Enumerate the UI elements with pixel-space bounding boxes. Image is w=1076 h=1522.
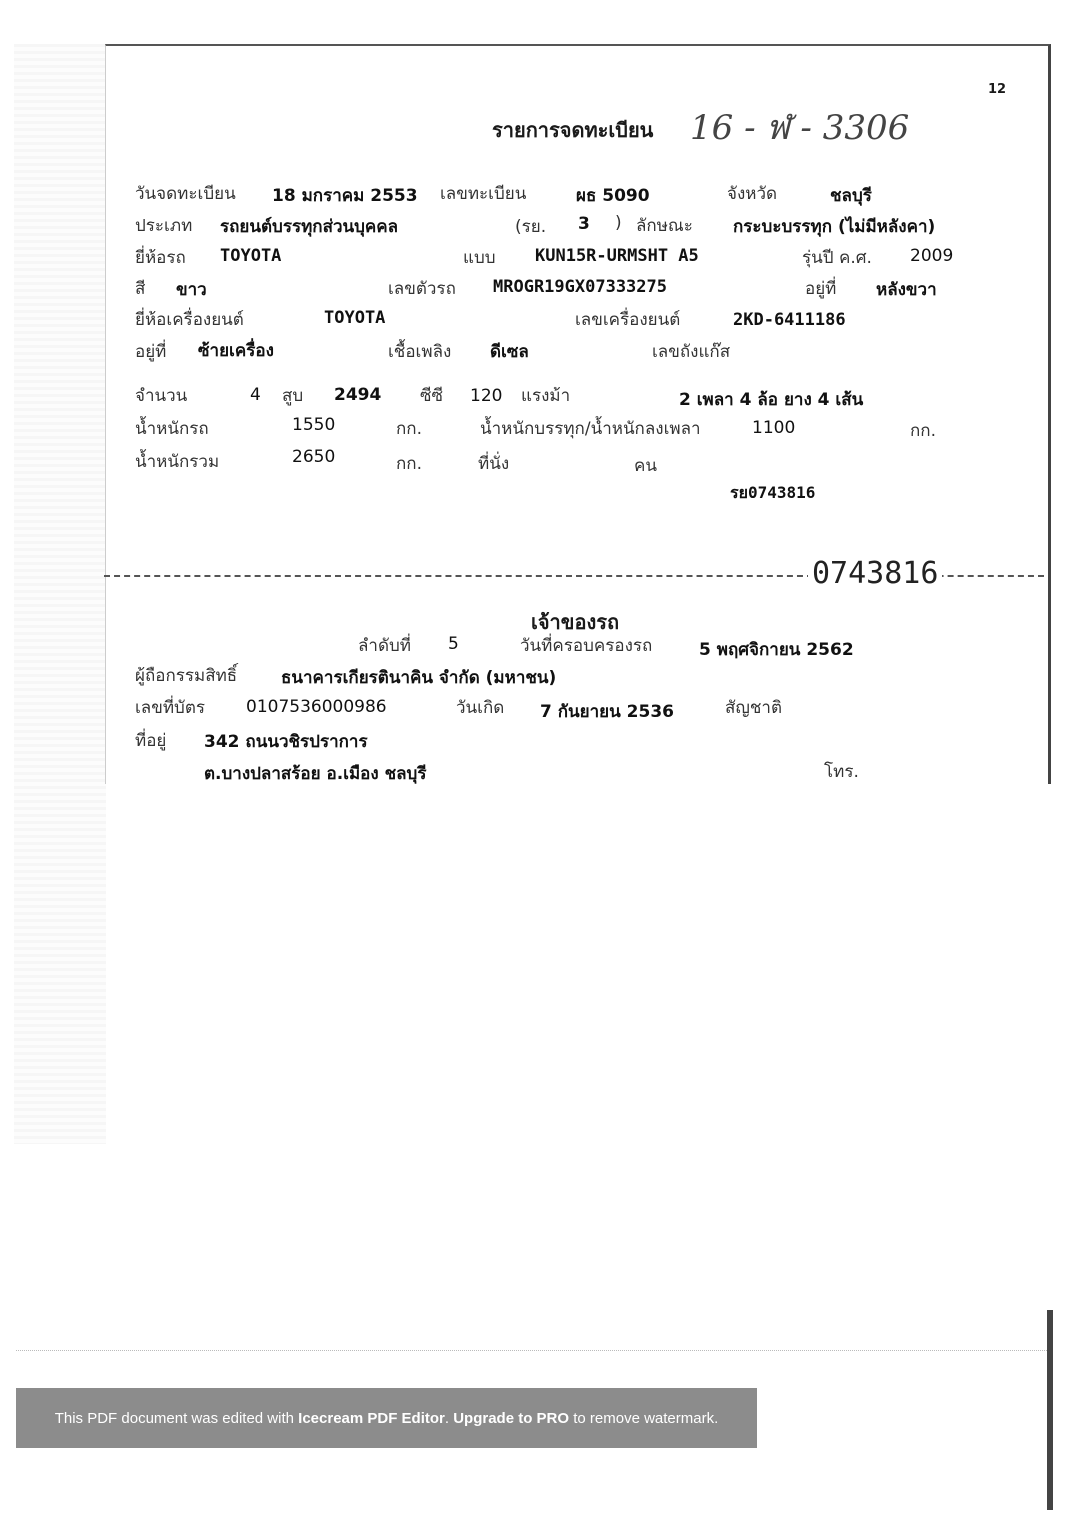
load-label: น้ำหนักบรรทุก/น้ำหนักลงเพลา xyxy=(480,419,701,439)
fuel-value: ดีเซล xyxy=(490,342,529,362)
id-card-value: 0107536000986 xyxy=(246,697,387,717)
serial-number: 0743816 xyxy=(808,556,942,591)
engine-brand-value: TOYOTA xyxy=(324,308,386,328)
watermark-post-text: to remove watermark. xyxy=(569,1409,719,1427)
hp-unit: แรงม้า xyxy=(521,386,571,406)
address-line-2: ต.บางปลาสร้อย อ.เมือง ชลบุรี xyxy=(204,764,427,784)
ry-number: 3 xyxy=(578,214,590,234)
watermark-mid-text: . xyxy=(444,1409,454,1427)
style-label: ลักษณะ xyxy=(636,216,693,236)
engine-location-label: อยู่ที่ xyxy=(135,342,167,362)
watermark-pre-text: This PDF document was edited with xyxy=(54,1409,299,1427)
cc-value: 2494 xyxy=(334,385,382,405)
type-value: รถยนต์บรรทุกส่วนบุคคล xyxy=(220,217,399,237)
engine-number-label: เลขเครื่องยนต์ xyxy=(575,310,681,330)
weight-unit: กก. xyxy=(396,419,422,439)
id-card-label: เลขที่บัตร xyxy=(135,698,206,718)
weight-value: 1550 xyxy=(292,415,336,435)
owner-heading: เจ้าของรถ xyxy=(531,610,620,634)
load-unit: กก. xyxy=(910,421,936,441)
scan-margin-noise xyxy=(14,44,106,1144)
brand-value: TOYOTA xyxy=(220,246,282,266)
document-code: รย0743816 xyxy=(730,483,816,502)
axles-wheels-value: 2 เพลา 4 ล้อ ยาง 4 เส้น xyxy=(679,390,864,410)
possession-date-label: วันที่ครอบครองรถ xyxy=(520,636,653,656)
scan-edge-shadow xyxy=(1047,1310,1053,1510)
birth-date-value: 7 กันยายน 2536 xyxy=(540,702,674,722)
holder-label: ผู้ถือกรรมสิทธิ์ xyxy=(135,666,238,686)
engine-location-value: ซ้ายเครื่อง xyxy=(198,341,274,361)
chassis-value: MROGR19GX07333275 xyxy=(493,277,667,297)
birth-date-label: วันเกิด xyxy=(456,698,505,718)
possession-date-value: 5 พฤศจิกายน 2562 xyxy=(699,640,854,660)
address-label: ที่อยู่ xyxy=(135,731,167,751)
holder-value: ธนาคารเกียรตินาคิน จำกัด (มหาชน) xyxy=(281,668,557,688)
watermark-upgrade-link[interactable]: Upgrade to PRO xyxy=(453,1409,570,1427)
gross-weight-value: 2650 xyxy=(292,447,336,467)
scan-edge-line xyxy=(16,1350,1051,1352)
editor-watermark-banner xyxy=(16,1388,757,1448)
model-value: KUN15R-URMSHT A5 xyxy=(535,246,699,266)
seats-unit: คน xyxy=(634,456,657,476)
color-label: สี xyxy=(135,279,146,299)
handwritten-plate-note: 16 - ฬ - 3306 xyxy=(690,108,910,148)
reg-date-value: 18 มกราคม 2553 xyxy=(272,186,418,206)
chassis-location-label: อยู่ที่ xyxy=(805,279,837,299)
engine-brand-label: ยี่ห้อเครื่องยนต์ xyxy=(135,310,244,330)
year-value: 2009 xyxy=(910,246,954,266)
chassis-label: เลขตัวรถ xyxy=(388,279,456,299)
phone-label: โทร. xyxy=(824,762,859,782)
owner-order-value: 5 xyxy=(448,634,459,654)
document-frame xyxy=(105,44,1051,784)
count-label: จำนวน xyxy=(135,386,188,406)
engine-number-value: 2KD-6411186 xyxy=(733,310,846,330)
gross-weight-label: น้ำหนักรวม xyxy=(135,452,220,472)
page-number: 12 xyxy=(988,82,1007,97)
seats-label: ที่นั่ง xyxy=(478,454,510,474)
chassis-location-value: หลังขวา xyxy=(876,280,937,300)
reg-date-label: วันจดทะเบียน xyxy=(135,184,236,204)
gas-tank-label: เลขถังแก๊ส xyxy=(652,342,731,362)
plate-value: ผธ 5090 xyxy=(576,186,650,206)
load-value: 1100 xyxy=(752,418,796,438)
color-value: ขาว xyxy=(176,280,207,300)
watermark-brand: Icecream PDF Editor xyxy=(298,1409,445,1427)
address-line-1: 342 ถนนวชิรปราการ xyxy=(204,732,368,752)
weight-label: น้ำหนักรถ xyxy=(135,419,209,439)
cylinders-value: 4 xyxy=(250,385,261,405)
style-value: กระบะบรรทุก (ไม่มีหลังคา) xyxy=(733,217,936,237)
cc-unit: ซีซี xyxy=(420,386,444,406)
owner-order-label: ลำดับที่ xyxy=(358,636,412,656)
gross-weight-unit: กก. xyxy=(396,454,422,474)
ry-open: (รย. xyxy=(515,217,547,237)
ry-close: ) xyxy=(615,213,622,233)
hp-value: 120 xyxy=(470,386,503,406)
type-label: ประเภท xyxy=(135,216,193,236)
province-value: ชลบุรี xyxy=(830,186,872,206)
province-label: จังหวัด xyxy=(727,184,778,204)
fuel-label: เชื้อเพลิง xyxy=(388,342,452,362)
page-title: รายการจดทะเบียน xyxy=(492,118,654,142)
nationality-label: สัญชาติ xyxy=(725,698,782,718)
year-label: รุ่นปี ค.ศ. xyxy=(802,248,872,268)
cylinder-unit: สูบ xyxy=(282,386,304,406)
plate-label: เลขทะเบียน xyxy=(440,184,527,204)
brand-label: ยี่ห้อรถ xyxy=(135,248,186,268)
model-label: แบบ xyxy=(463,248,496,268)
